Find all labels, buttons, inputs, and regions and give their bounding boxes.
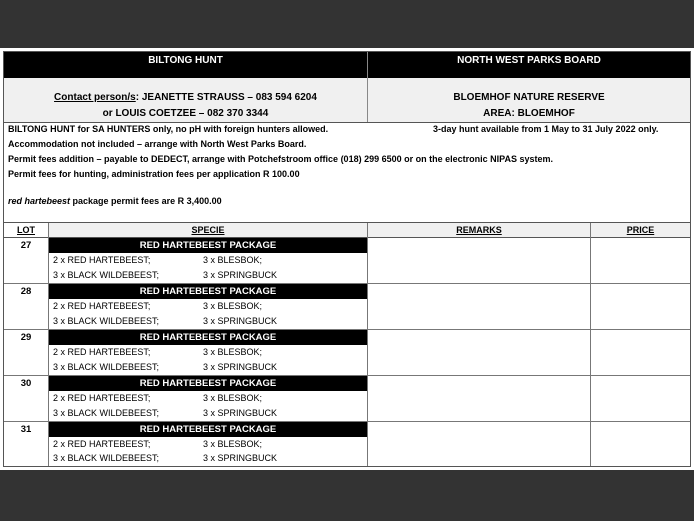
price-cell	[591, 238, 690, 282]
note-line-4: Permit fees for hunting, administration fees per application R 100.00	[8, 169, 300, 179]
species-item: 2 x RED HARTEBEEST;	[53, 393, 151, 403]
col-header-lot: LOT	[4, 223, 48, 237]
species-item: 2 x RED HARTEBEEST;	[53, 439, 151, 449]
col-header-specie: SPECIE	[49, 223, 367, 237]
price-cell	[591, 422, 690, 466]
package-title: RED HARTEBEEST PACKAGE	[49, 284, 367, 299]
contact-line-2: or LOUIS COETZEE – 082 370 3344	[102, 108, 269, 119]
reserve-cell	[368, 78, 690, 122]
contact-cell	[4, 78, 367, 122]
species-item: 3 x BLACK WILDEBEEST;	[53, 408, 160, 418]
header-right-title: NORTH WEST PARKS BOARD	[457, 55, 601, 66]
note-line-2: Accommodation not included – arrange with North West Parks Board.	[8, 139, 307, 149]
header-left	[4, 52, 367, 78]
species-item: 3 x BLACK WILDEBEEST;	[53, 316, 160, 326]
species-item: 3 x SPRINGBUCK	[203, 316, 278, 326]
species-item: 3 x BLESBOK;	[203, 439, 263, 449]
price-cell	[591, 376, 690, 420]
document-page	[0, 48, 694, 470]
species-item: 2 x RED HARTEBEEST;	[53, 347, 151, 357]
price-cell	[591, 330, 690, 374]
reserve-area: AREA: BLOEMHOF	[483, 108, 575, 119]
package-title: RED HARTEBEEST PACKAGE	[49, 376, 367, 391]
col-header-remarks: REMARKS	[368, 223, 590, 237]
package-title: RED HARTEBEEST PACKAGE	[49, 238, 367, 253]
species-item: 3 x SPRINGBUCK	[203, 270, 278, 280]
note-availability: 3-day hunt available from 1 May to 31 July 2022 only.	[433, 124, 659, 134]
lot-number: 30	[20, 378, 32, 389]
permit-species: red hartebeest	[8, 196, 71, 206]
reserve-name: BLOEMHOF NATURE RESERVE	[453, 92, 605, 103]
species-item: 3 x BLACK WILDEBEEST;	[53, 362, 160, 372]
lot-number: 29	[20, 332, 32, 343]
package-title: RED HARTEBEEST PACKAGE	[49, 422, 367, 437]
species-item: 3 x BLACK WILDEBEEST;	[53, 453, 160, 463]
species-item: 2 x RED HARTEBEEST;	[53, 255, 151, 265]
table-row	[4, 284, 690, 329]
remarks-cell	[368, 376, 590, 420]
species-item: 3 x BLESBOK;	[203, 255, 263, 265]
remarks-cell	[368, 284, 590, 328]
lot-number: 28	[20, 286, 32, 297]
table-row	[4, 422, 690, 466]
remarks-cell	[368, 422, 590, 466]
species-item: 3 x BLESBOK;	[203, 301, 263, 311]
contact-primary: : JEANETTE STRAUSS – 083 594 6204	[135, 92, 317, 103]
price-cell	[591, 284, 690, 328]
species-item: 3 x BLACK WILDEBEEST;	[53, 270, 160, 280]
remarks-cell	[368, 330, 590, 374]
contact-line-1	[4, 90, 367, 106]
table-row	[4, 238, 690, 283]
col-header-price: PRICE	[591, 223, 690, 237]
species-item: 3 x SPRINGBUCK	[203, 453, 278, 463]
species-item: 3 x SPRINGBUCK	[203, 362, 278, 372]
package-title: RED HARTEBEEST PACKAGE	[49, 330, 367, 345]
note-permit	[8, 194, 222, 210]
note-line-3: Permit fees addition – payable to DEDECT, arrange with Potchefstroom office (018) 299 6500 or on the electronic NIPAS system.	[8, 154, 553, 164]
lot-number: 27	[20, 240, 32, 251]
species-item: 2 x RED HARTEBEEST;	[53, 301, 151, 311]
table-row	[4, 330, 690, 375]
contact-label: Contact person/s	[54, 92, 136, 103]
header-right	[368, 52, 690, 78]
species-item: 3 x BLESBOK;	[203, 347, 263, 357]
lot-number: 31	[20, 424, 32, 435]
species-item: 3 x SPRINGBUCK	[203, 408, 278, 418]
species-item: 3 x BLESBOK;	[203, 393, 263, 403]
table-row	[4, 376, 690, 421]
remarks-cell	[368, 238, 590, 282]
permit-fee: package permit fees are R 3,400.00	[70, 196, 222, 206]
note-line-1: BILTONG HUNT for SA HUNTERS only, no pH with foreign hunters allowed.	[8, 124, 329, 134]
header-left-title: BILTONG HUNT	[148, 55, 223, 66]
